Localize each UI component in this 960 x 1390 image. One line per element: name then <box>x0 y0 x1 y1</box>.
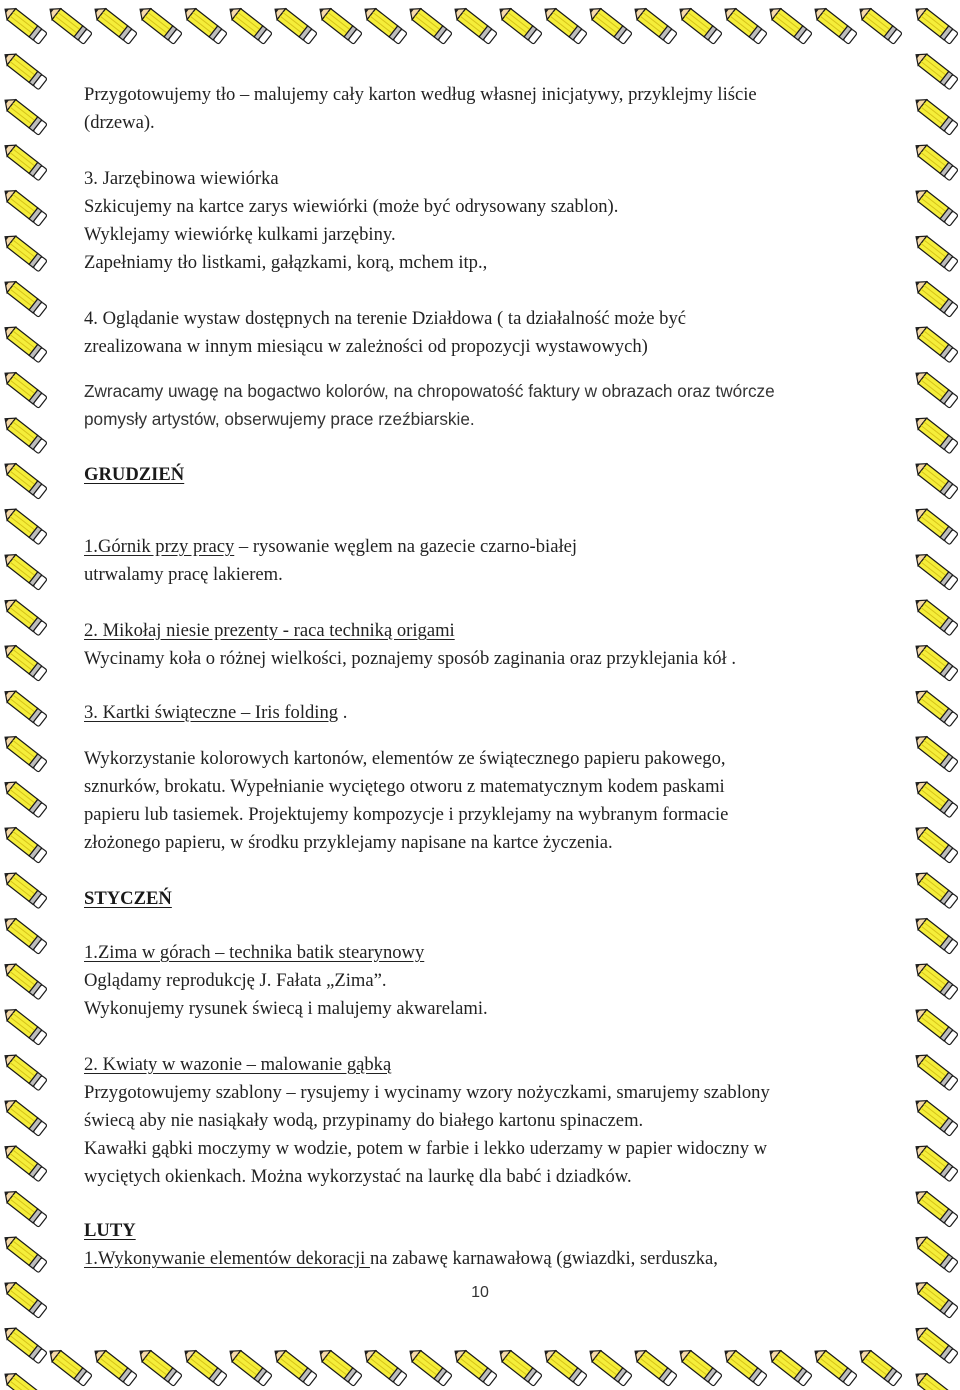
pencil-icon <box>1 1141 47 1182</box>
pencil-icon <box>811 1346 857 1387</box>
text-run: na zabawę karnawałową (gwiazdki, serduszka, <box>369 1248 718 1269</box>
pencil-icon <box>271 4 317 45</box>
pencil-icon <box>676 4 722 45</box>
pencil-icon <box>1 641 47 682</box>
pencil-icon <box>912 277 958 318</box>
pencil-icon <box>1 504 47 545</box>
pencil-icon <box>1 1232 47 1273</box>
pencil-icon <box>912 1096 958 1137</box>
pencil-icon <box>912 777 958 818</box>
pencil-icon <box>631 4 677 45</box>
text-line <box>84 464 184 486</box>
pencil-icon <box>1 368 47 409</box>
pencil-icon <box>1 914 47 955</box>
pencil-icon <box>451 1346 497 1387</box>
pencil-icon <box>91 4 137 45</box>
pencil-icon <box>316 1346 362 1387</box>
pencil-icon <box>91 1346 137 1387</box>
text-line <box>84 308 686 330</box>
pencil-icon <box>912 1187 958 1228</box>
underlined-title: 2. Mikołaj niesie prezenty - raca techniką origami <box>84 620 455 641</box>
pencil-icon <box>136 1346 182 1387</box>
pencil-icon <box>912 413 958 454</box>
pencil-icon <box>181 1346 227 1387</box>
pencil-icon <box>912 914 958 955</box>
text-run: Wykonujemy rysunek świecą i malujemy akwarelami. <box>84 998 488 1019</box>
text-line <box>84 1138 767 1160</box>
pencil-icon <box>676 1346 722 1387</box>
pencil-icon <box>912 732 958 773</box>
text-run: utrwalamy pracę lakierem. <box>84 564 283 585</box>
pencil-icon <box>912 49 958 90</box>
text-line <box>84 536 577 558</box>
text-run: świecą aby nie nasiąkały wodą, przypinamy do białego kartonu spinaczem. <box>84 1110 644 1131</box>
pencil-icon <box>541 4 587 45</box>
pencil-icon <box>766 1346 812 1387</box>
text-run: zrealizowana w innym miesiącu w zależności od propozycji wystawowych) <box>84 336 648 357</box>
text-line <box>84 1054 391 1076</box>
pencil-icon <box>1 186 47 227</box>
text-run: wyciętych okienkach. Można wykorzystać na laurkę dla babć i dziadków. <box>84 1166 632 1187</box>
underlined-title: 1.Zima w górach – technika batik stearynowy <box>84 942 425 963</box>
text-run: Zapełniamy tło listkami, gałązkami, korą, mchem itp., <box>84 252 488 273</box>
page-number: 10 <box>471 1284 489 1301</box>
pencil-icon <box>1 49 47 90</box>
text-line <box>84 252 487 274</box>
pencil-icon <box>912 550 958 591</box>
text-run: Wyklejamy wiewiórkę kulkami jarzębiny. <box>84 224 396 245</box>
pencil-icon <box>912 368 958 409</box>
text-line <box>84 380 775 402</box>
text-line <box>84 1166 632 1188</box>
text-run: 4. Oglądanie wystaw dostępnych na terenie Działdowa ( ta działalność może być <box>84 308 687 329</box>
pencil-icon <box>1 868 47 909</box>
underlined-title: 1.Górnik przy pracy <box>84 536 235 557</box>
pencil-icon <box>541 1346 587 1387</box>
pencil-icon <box>856 1346 902 1387</box>
text-run: papieru lub tasiemek. Projektujemy kompozycje i przyklejamy na wybranym formacie <box>84 804 729 825</box>
pencil-icon <box>912 1232 958 1273</box>
text-line <box>84 832 613 854</box>
section-heading: GRUDZIEŃ <box>84 464 185 485</box>
pencil-icon <box>1 4 47 45</box>
text-run: Zwracamy uwagę na bogactwo kolorów, na chropowatość faktury w obrazach oraz twórcze <box>84 381 775 401</box>
text-line <box>84 748 726 770</box>
text-run: Szkicujemy na kartce zarys wiewiórki (może być odrysowany szablon). <box>84 196 619 217</box>
pencil-icon <box>912 231 958 272</box>
pencil-icon <box>912 686 958 727</box>
section-heading: LUTY <box>84 1220 136 1241</box>
pencil-icon <box>912 1323 958 1364</box>
text-line <box>84 620 455 642</box>
pencil-icon <box>912 4 958 45</box>
text-run: Kawałki gąbki moczymy w wodzie, potem w farbie i lekko uderzamy w papier widoczny w <box>84 1138 768 1159</box>
pencil-icon <box>1 1050 47 1091</box>
text-line <box>84 648 736 670</box>
text-run: 3. Jarzębinowa wiewiórka <box>84 168 279 189</box>
text-run: sznurków, brokatu. Wypełnianie wyciętego otworu z matematycznym kodem paskami <box>84 776 725 797</box>
pencil-icon <box>226 4 272 45</box>
pencil-icon <box>1 777 47 818</box>
pencil-icon <box>1 686 47 727</box>
text-run: Przygotowujemy tło – malujemy cały karton według własnej inicjatywy, przyklejmy liście <box>84 84 757 105</box>
pencil-icon <box>856 4 902 45</box>
pencil-icon <box>912 823 958 864</box>
text-run: Wykorzystanie kolorowych kartonów, elementów ze świątecznego papieru pakowego, <box>84 748 726 769</box>
pencil-icon <box>1 322 47 363</box>
pencil-icon <box>46 1346 92 1387</box>
pencil-icon <box>406 4 452 45</box>
pencil-icon <box>912 1369 958 1390</box>
pencil-icon <box>912 186 958 227</box>
pencil-icon <box>136 4 182 45</box>
pencil-icon <box>226 1346 272 1387</box>
text-run: (drzewa). <box>84 112 155 133</box>
pencil-icon <box>912 1141 958 1182</box>
pencil-icon <box>912 641 958 682</box>
pencil-icon <box>1 459 47 500</box>
pencil-icon <box>496 4 542 45</box>
pencil-icon <box>1 95 47 136</box>
pencil-icon <box>1 1323 47 1364</box>
text-line <box>84 702 347 724</box>
pencil-icon <box>912 504 958 545</box>
pencil-icon <box>912 459 958 500</box>
text-run: . <box>338 702 348 723</box>
pencil-icon <box>271 1346 317 1387</box>
text-line <box>84 168 279 190</box>
text-line <box>84 112 155 134</box>
text-line <box>84 1082 770 1104</box>
pencil-icon <box>912 1050 958 1091</box>
pencil-icon <box>912 959 958 1000</box>
pencil-icon <box>1 550 47 591</box>
text-line <box>84 804 728 826</box>
pencil-icon <box>721 1346 767 1387</box>
pencil-icon <box>1 959 47 1000</box>
underlined-title: 3. Kartki świąteczne – Iris folding <box>84 702 339 723</box>
text-line <box>84 564 283 586</box>
pencil-icon <box>912 1005 958 1046</box>
text-line <box>84 942 424 964</box>
text-run: – rysowanie węglem na gazecie czarno-białej <box>234 536 578 557</box>
text-line <box>84 196 618 218</box>
pencil-icon <box>586 4 632 45</box>
pencil-icon <box>1 595 47 636</box>
text-line <box>84 776 725 798</box>
pencil-icon <box>912 95 958 136</box>
text-line <box>84 998 488 1020</box>
text-line <box>84 888 172 910</box>
pencil-icon <box>586 1346 632 1387</box>
text-run: Przygotowujemy szablony – rysujemy i wycinamy wzory nożyczkami, smarujemy szablony <box>84 1082 770 1103</box>
text-line <box>84 1248 718 1270</box>
pencil-icon <box>451 4 497 45</box>
text-run: złożonego papieru, w środku przyklejamy napisane na kartce życzenia. <box>84 832 613 853</box>
text-run: Oglądamy reprodukcję J. Fałata „Zima”. <box>84 970 387 991</box>
text-line <box>84 84 757 106</box>
pencil-icon <box>496 1346 542 1387</box>
pencil-icon <box>1 1187 47 1228</box>
text-line <box>84 1110 643 1132</box>
pencil-icon <box>721 4 767 45</box>
pencil-icon <box>1 1005 47 1046</box>
text-run: pomysły artystów, obserwujemy prace rzeźbiarskie. <box>84 409 475 429</box>
pencil-icon <box>1 1369 47 1390</box>
text-line <box>84 408 475 430</box>
underlined-title: 2. Kwiaty w wazonie – malowanie gąbką <box>84 1054 392 1075</box>
pencil-icon <box>1 140 47 181</box>
pencil-icon <box>1 1096 47 1137</box>
pencil-icon <box>1 277 47 318</box>
pencil-icon <box>361 4 407 45</box>
pencil-icon <box>631 1346 677 1387</box>
pencil-icon <box>361 1346 407 1387</box>
pencil-icon <box>46 4 92 45</box>
pencil-icon <box>912 140 958 181</box>
pencil-icon <box>912 868 958 909</box>
text-line <box>84 970 387 992</box>
pencil-icon <box>406 1346 452 1387</box>
pencil-icon <box>766 4 812 45</box>
text-run: Wycinamy koła o różnej wielkości, poznajemy sposób zaginania oraz przyklejania kół . <box>84 648 737 669</box>
pencil-icon <box>181 4 227 45</box>
underlined-title: 1.Wykonywanie elementów dekoracji <box>84 1248 370 1269</box>
pencil-icon <box>1 231 47 272</box>
text-line <box>84 224 396 246</box>
pencil-icon <box>1 413 47 454</box>
pencil-icon <box>1 823 47 864</box>
section-heading: STYCZEŃ <box>84 888 172 909</box>
pencil-icon <box>1 732 47 773</box>
pencil-icon <box>912 595 958 636</box>
pencil-icon <box>912 322 958 363</box>
text-line <box>84 1220 136 1242</box>
pencil-icon <box>811 4 857 45</box>
pencil-icon <box>316 4 362 45</box>
text-line <box>84 336 648 358</box>
